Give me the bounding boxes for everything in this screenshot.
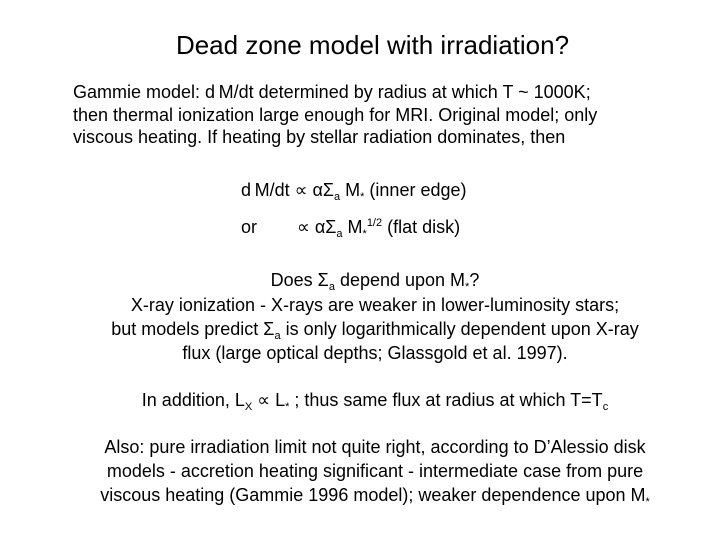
eq2-sub-star: * (362, 228, 367, 240)
also-line-3-pre: viscous heating (Gammie 1996 model); weaker dependence upon M (100, 485, 646, 505)
addition-line (0, 390, 720, 413)
intro-line-1: Gammie model: d M/dt determined by radius at which T ~ 1000K; (73, 82, 591, 102)
intro-line-2: then thermal ionization large enough for MRI. Original model; only (73, 104, 598, 125)
xray-line-2-pre: but models predict Σ (111, 319, 275, 339)
eq2-lhs: ∝ αΣ (297, 217, 337, 237)
xray-line-3: flux (large optical depths; Glassgold et al. 1997). (182, 343, 568, 363)
eq2-sub-a: a (336, 228, 343, 240)
eq2-sup-half: 1/2 (366, 217, 383, 229)
page-title: Dead zone model with irradiation? (175, 30, 570, 60)
eq1-sub-star: * (360, 191, 365, 203)
addition-sub-star: * (285, 401, 290, 413)
question-post: depend upon M (334, 270, 466, 290)
addition-mid: ∝ L (252, 390, 286, 410)
intro-paragraph (73, 81, 673, 149)
eq2-or: or (241, 217, 258, 237)
eq2-label: (flat disk) (382, 217, 461, 237)
also-line-3-sub: * (645, 496, 650, 508)
question-end: ? (469, 270, 480, 290)
also-line-1: Also: pure irradiation limit not quite right, according to D’Alessio disk (104, 437, 646, 457)
addition-post: ; thus same flux at radius at which T=T (289, 390, 603, 410)
eq1-lhs: d M/dt ∝ αΣ (241, 180, 335, 200)
also-line-2: models - accretion heating significant - intermediate case from pure (106, 461, 644, 481)
addition-sub-c: c (602, 401, 609, 413)
equation-inner-edge (241, 180, 466, 203)
xray-line-2 (0, 319, 720, 342)
xray-line-2-post: is only logarithmically dependent upon X-ray (280, 319, 639, 339)
eq1-sub-a: a (334, 191, 341, 203)
question-sub-star: * (465, 281, 470, 293)
equation-flat-disk-expr (297, 217, 460, 240)
question-pre: Does Σ (270, 270, 329, 290)
addition-pre: In addition, L (141, 390, 245, 410)
eq2-mass: M (342, 217, 363, 237)
xray-line-2-sub: a (274, 330, 281, 342)
eq1-label: (inner edge) (364, 180, 467, 200)
intro-line-3: viscous heating. If heating by stellar radiation dominates, then (73, 127, 566, 147)
addition-sub-x: X (244, 401, 253, 413)
also-line-3 (0, 485, 720, 508)
equation-flat-disk (241, 217, 257, 238)
question-sub-a: a (328, 281, 335, 293)
xray-line-1: X-ray ionization - X-rays are weaker in lower-luminosity stars; (130, 295, 620, 315)
eq1-mass: M (340, 180, 361, 200)
question-line (0, 270, 720, 293)
